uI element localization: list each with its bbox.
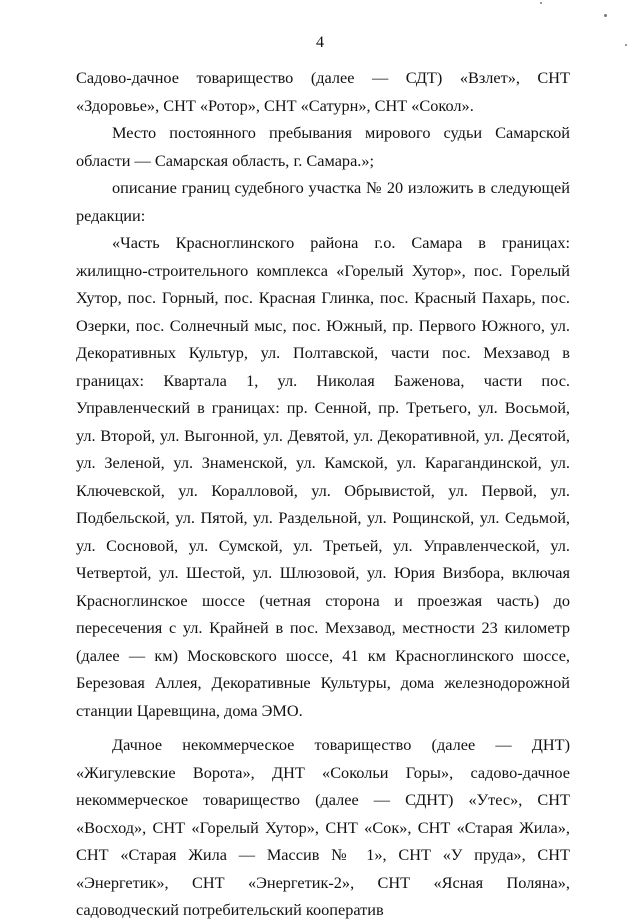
paragraph-amendment-intro: описание границ судебного участка № 20 изложить в следующей редакции:	[76, 178, 570, 225]
scan-speck	[604, 14, 607, 17]
paragraph-residence: Место постоянного пребывания мирового судьи Самарской области — Самарская область, г. Самара.»;	[76, 123, 570, 170]
paragraph-dnt-list: Дачное некоммерческое товарищество (далее — ДНТ) «Жигулевские Ворота», ДНТ «Сокольи Горы», садово-дачное некоммерческое товарищество (далее — СДНТ) «Утес», СНТ «Восход», СНТ «Горелый Хутор», СНТ «Сок», СНТ «Старая Жила», СНТ «Старая Жила — Массив № 1», СНТ «У пруда», СНТ «Энергетик», СНТ «Энергетик-2», СНТ «Ясная Поляна», садоводческий потребительский кооператив	[76, 735, 570, 919]
scan-speck	[540, 2, 542, 4]
document-body	[76, 64, 570, 924]
paragraph-snt-list: Садово-дачное товарищество (далее — СДТ) «Взлет», СНТ «Здоровье», СНТ «Ротор», СНТ «Сатурн», СНТ «Сокол».	[76, 68, 570, 115]
page-number: 4	[316, 34, 324, 51]
paragraph-boundaries: «Часть Красноглинского района г.о. Самара в границах: жилищно-строительного комплекса «Горелый Хутор», пос. Горелый Хутор, пос. Горный, пос. Красная Глинка, пос. Красный Пахарь, пос. Озерки, пос. Солнечный мыс, пос. Южный, пр. Первого Южного, ул. Декоративных Культур, ул. Полтавской, части пос. Мехзавод в границах: Квартала 1, ул. Николая Баженова, части пос. Управленческий в границах: пр. Сенной, пр. Третьего, ул. Восьмой, ул. Второй, ул. Выгонной, ул. Девятой, ул. Декоративной, ул. Десятой, ул. Зеленой, ул. Знаменской, ул. Камской, ул. Карагандинской, ул. Ключевской, ул. Коралловой, ул. Обрывистой, ул. Первой, ул. Подбельской, ул. Пятой, ул. Раздельной, ул. Рощинской, ул. Седьмой, ул. Сосновой, ул. Сумской, ул. Третьей, ул. Управленческой, ул. Четвертой, ул. Шестой, ул. Шлюзовой, ул. Юрия Визбора, включая Красноглинское шоссе (четная сторона и проезжая часть) до пересечения с ул. Крайней в пос. Мехзавод, местности 23 километр (далее — км) Московского шоссе, 41 км Красноглинского шоссе, Березовая Аллея, Декоративные Культуры, дома железнодорожной станции Царевщина, дома ЭМО.	[76, 233, 570, 720]
scan-speck	[625, 44, 627, 46]
